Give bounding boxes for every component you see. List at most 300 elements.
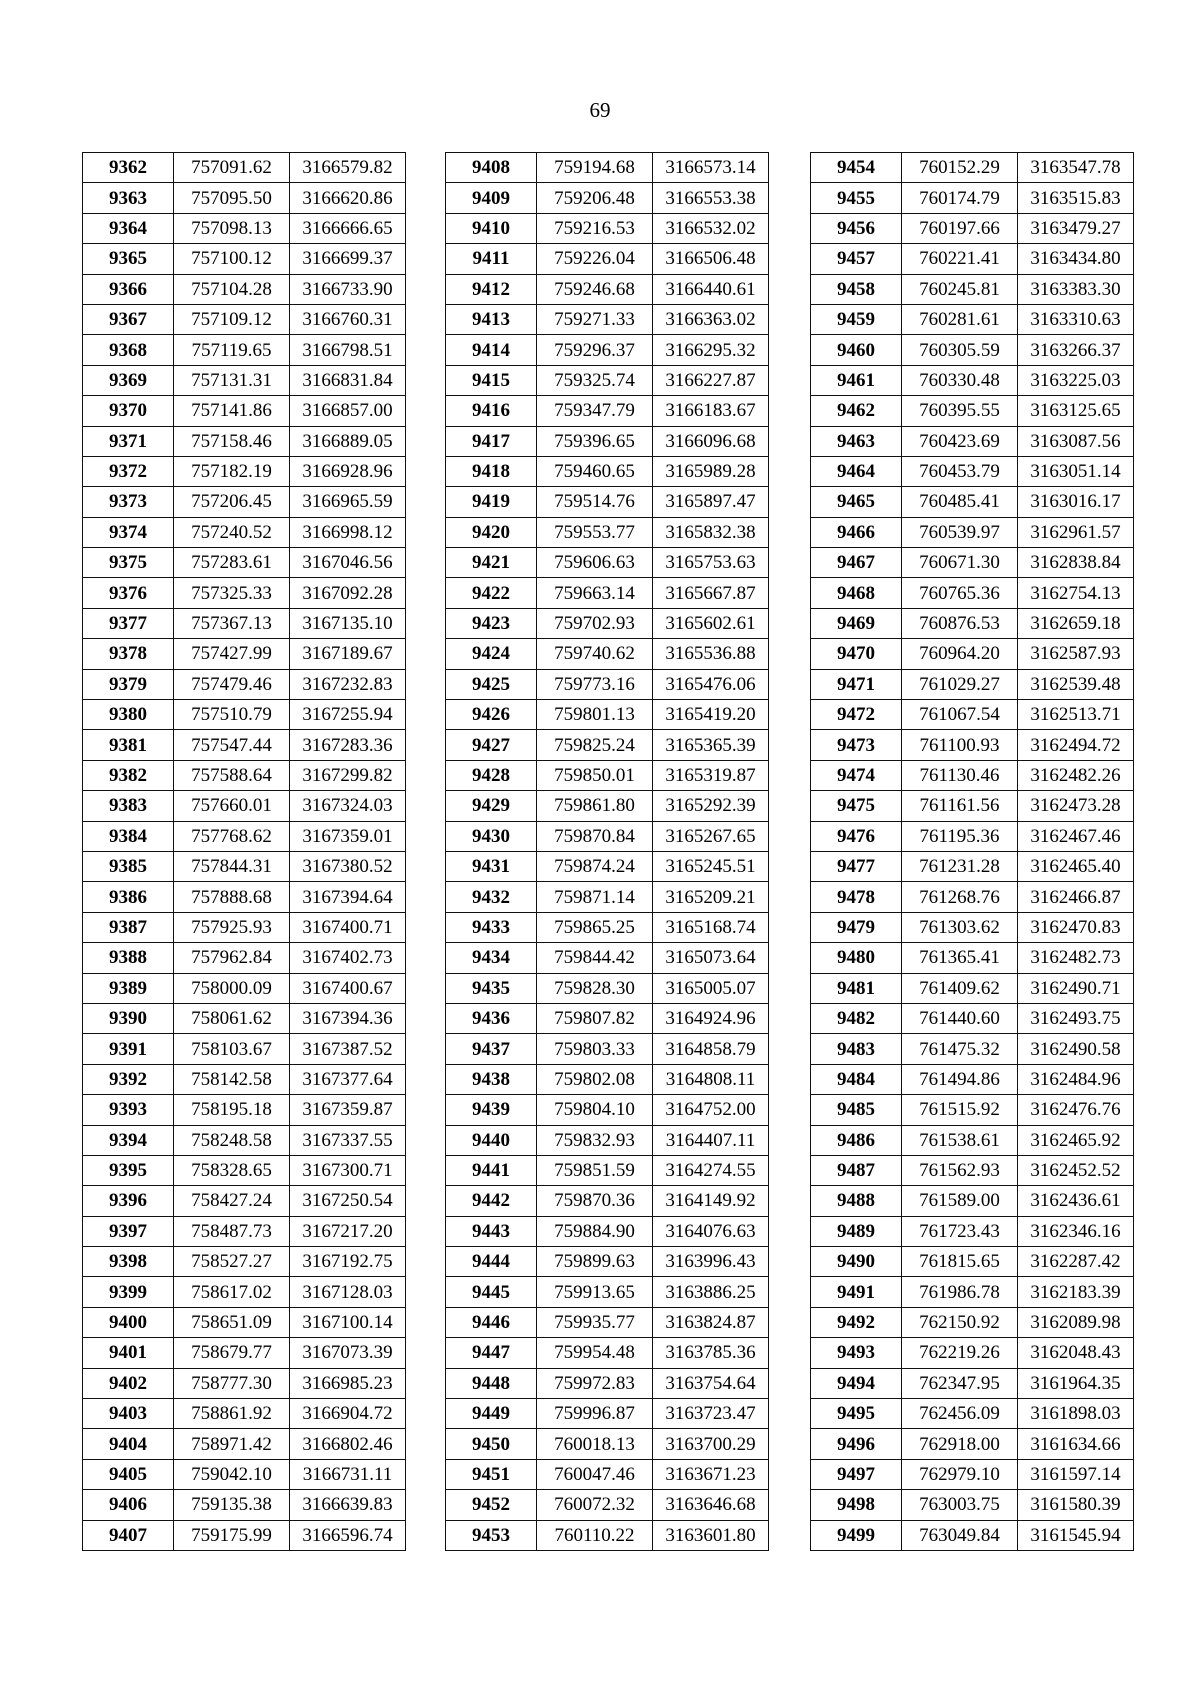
x-coordinate-cell: 757104.28 bbox=[174, 274, 290, 304]
y-coordinate-cell: 3162482.26 bbox=[1018, 760, 1134, 790]
y-coordinate-cell: 3166998.12 bbox=[290, 517, 406, 547]
table-row bbox=[446, 274, 769, 304]
y-coordinate-cell: 3167192.75 bbox=[290, 1247, 406, 1277]
x-coordinate-cell: 757510.79 bbox=[174, 700, 290, 730]
table-row bbox=[83, 1399, 406, 1429]
x-coordinate-cell: 759347.79 bbox=[537, 396, 653, 426]
x-coordinate-cell: 758971.42 bbox=[174, 1429, 290, 1459]
table-row bbox=[811, 1520, 1134, 1550]
y-coordinate-cell: 3165168.74 bbox=[653, 912, 769, 942]
y-coordinate-cell: 3167394.64 bbox=[290, 882, 406, 912]
point-number-cell: 9494 bbox=[811, 1368, 902, 1398]
y-coordinate-cell: 3162436.61 bbox=[1018, 1186, 1134, 1216]
point-number-cell: 9445 bbox=[446, 1277, 537, 1307]
coordinates-table-1 bbox=[82, 152, 406, 1551]
y-coordinate-cell: 3166573.14 bbox=[653, 153, 769, 183]
y-coordinate-cell: 3167255.94 bbox=[290, 700, 406, 730]
table-row bbox=[83, 1429, 406, 1459]
x-coordinate-cell: 760964.20 bbox=[902, 639, 1018, 669]
table-row bbox=[446, 365, 769, 395]
table-row bbox=[83, 973, 406, 1003]
y-coordinate-cell: 3167394.36 bbox=[290, 1003, 406, 1033]
x-coordinate-cell: 762918.00 bbox=[902, 1429, 1018, 1459]
x-coordinate-cell: 762150.92 bbox=[902, 1307, 1018, 1337]
y-coordinate-cell: 3167359.87 bbox=[290, 1095, 406, 1125]
y-coordinate-cell: 3163754.64 bbox=[653, 1368, 769, 1398]
point-number-cell: 9497 bbox=[811, 1459, 902, 1489]
x-coordinate-cell: 761130.46 bbox=[902, 760, 1018, 790]
table-row bbox=[811, 548, 1134, 578]
x-coordinate-cell: 759913.65 bbox=[537, 1277, 653, 1307]
table-row bbox=[83, 456, 406, 486]
point-number-cell: 9427 bbox=[446, 730, 537, 760]
y-coordinate-cell: 3162452.52 bbox=[1018, 1155, 1134, 1185]
x-coordinate-cell: 759740.62 bbox=[537, 639, 653, 669]
x-coordinate-cell: 759042.10 bbox=[174, 1459, 290, 1489]
x-coordinate-cell: 760197.66 bbox=[902, 213, 1018, 243]
x-coordinate-cell: 758777.30 bbox=[174, 1368, 290, 1398]
point-number-cell: 9384 bbox=[83, 821, 174, 851]
point-number-cell: 9495 bbox=[811, 1399, 902, 1429]
point-number-cell: 9412 bbox=[446, 274, 537, 304]
point-number-cell: 9451 bbox=[446, 1459, 537, 1489]
point-number-cell: 9443 bbox=[446, 1216, 537, 1246]
table-row bbox=[446, 213, 769, 243]
x-coordinate-cell: 757325.33 bbox=[174, 578, 290, 608]
table-row bbox=[811, 1307, 1134, 1337]
x-coordinate-cell: 757141.86 bbox=[174, 396, 290, 426]
x-coordinate-cell: 759851.59 bbox=[537, 1155, 653, 1185]
y-coordinate-cell: 3166096.68 bbox=[653, 426, 769, 456]
x-coordinate-cell: 758527.27 bbox=[174, 1247, 290, 1277]
y-coordinate-cell: 3165989.28 bbox=[653, 456, 769, 486]
x-coordinate-cell: 757158.46 bbox=[174, 426, 290, 456]
y-coordinate-cell: 3167359.01 bbox=[290, 821, 406, 851]
y-coordinate-cell: 3165267.65 bbox=[653, 821, 769, 851]
point-number-cell: 9410 bbox=[446, 213, 537, 243]
x-coordinate-cell: 757091.62 bbox=[174, 153, 290, 183]
x-coordinate-cell: 757888.68 bbox=[174, 882, 290, 912]
point-number-cell: 9429 bbox=[446, 791, 537, 821]
table-row bbox=[83, 851, 406, 881]
y-coordinate-cell: 3166699.37 bbox=[290, 244, 406, 274]
point-number-cell: 9400 bbox=[83, 1307, 174, 1337]
point-number-cell: 9447 bbox=[446, 1338, 537, 1368]
y-coordinate-cell: 3163547.78 bbox=[1018, 153, 1134, 183]
x-coordinate-cell: 760330.48 bbox=[902, 365, 1018, 395]
x-coordinate-cell: 763003.75 bbox=[902, 1490, 1018, 1520]
x-coordinate-cell: 760539.97 bbox=[902, 517, 1018, 547]
point-number-cell: 9458 bbox=[811, 274, 902, 304]
point-number-cell: 9439 bbox=[446, 1095, 537, 1125]
point-number-cell: 9392 bbox=[83, 1064, 174, 1094]
y-coordinate-cell: 3162484.96 bbox=[1018, 1064, 1134, 1094]
y-coordinate-cell: 3164274.55 bbox=[653, 1155, 769, 1185]
y-coordinate-cell: 3167128.03 bbox=[290, 1277, 406, 1307]
x-coordinate-cell: 761440.60 bbox=[902, 1003, 1018, 1033]
y-coordinate-cell: 3162346.16 bbox=[1018, 1216, 1134, 1246]
coordinates-table-2 bbox=[445, 152, 769, 1551]
y-coordinate-cell: 3166440.61 bbox=[653, 274, 769, 304]
point-number-cell: 9382 bbox=[83, 760, 174, 790]
x-coordinate-cell: 760305.59 bbox=[902, 335, 1018, 365]
point-number-cell: 9416 bbox=[446, 396, 537, 426]
y-coordinate-cell: 3162482.73 bbox=[1018, 943, 1134, 973]
x-coordinate-cell: 760110.22 bbox=[537, 1520, 653, 1550]
y-coordinate-cell: 3163723.47 bbox=[653, 1399, 769, 1429]
point-number-cell: 9454 bbox=[811, 153, 902, 183]
x-coordinate-cell: 757962.84 bbox=[174, 943, 290, 973]
table-row bbox=[811, 1095, 1134, 1125]
point-number-cell: 9370 bbox=[83, 396, 174, 426]
y-coordinate-cell: 3167400.71 bbox=[290, 912, 406, 942]
y-coordinate-cell: 3162838.84 bbox=[1018, 548, 1134, 578]
table-row bbox=[446, 1368, 769, 1398]
x-coordinate-cell: 759935.77 bbox=[537, 1307, 653, 1337]
point-number-cell: 9482 bbox=[811, 1003, 902, 1033]
point-number-cell: 9394 bbox=[83, 1125, 174, 1155]
x-coordinate-cell: 759844.42 bbox=[537, 943, 653, 973]
x-coordinate-cell: 759702.93 bbox=[537, 608, 653, 638]
point-number-cell: 9426 bbox=[446, 700, 537, 730]
point-number-cell: 9406 bbox=[83, 1490, 174, 1520]
y-coordinate-cell: 3167402.73 bbox=[290, 943, 406, 973]
x-coordinate-cell: 761029.27 bbox=[902, 669, 1018, 699]
table-row bbox=[811, 669, 1134, 699]
point-number-cell: 9369 bbox=[83, 365, 174, 395]
table-row bbox=[446, 1216, 769, 1246]
table-row bbox=[446, 1399, 769, 1429]
table-row bbox=[83, 700, 406, 730]
point-number-cell: 9428 bbox=[446, 760, 537, 790]
table-row bbox=[811, 426, 1134, 456]
table-row bbox=[83, 1459, 406, 1489]
y-coordinate-cell: 3166985.23 bbox=[290, 1368, 406, 1398]
y-coordinate-cell: 3167283.36 bbox=[290, 730, 406, 760]
point-number-cell: 9437 bbox=[446, 1034, 537, 1064]
point-number-cell: 9434 bbox=[446, 943, 537, 973]
table-row bbox=[446, 1277, 769, 1307]
table-row bbox=[446, 730, 769, 760]
point-number-cell: 9373 bbox=[83, 487, 174, 517]
y-coordinate-cell: 3166889.05 bbox=[290, 426, 406, 456]
table-row bbox=[446, 791, 769, 821]
y-coordinate-cell: 3167387.52 bbox=[290, 1034, 406, 1064]
y-coordinate-cell: 3166596.74 bbox=[290, 1520, 406, 1550]
y-coordinate-cell: 3166666.65 bbox=[290, 213, 406, 243]
point-number-cell: 9488 bbox=[811, 1186, 902, 1216]
table-row bbox=[83, 1003, 406, 1033]
table-row bbox=[83, 912, 406, 942]
x-coordinate-cell: 760281.61 bbox=[902, 304, 1018, 334]
point-number-cell: 9383 bbox=[83, 791, 174, 821]
table-row bbox=[83, 578, 406, 608]
y-coordinate-cell: 3163051.14 bbox=[1018, 456, 1134, 486]
x-coordinate-cell: 758061.62 bbox=[174, 1003, 290, 1033]
table-row bbox=[446, 1338, 769, 1368]
x-coordinate-cell: 759874.24 bbox=[537, 851, 653, 881]
x-coordinate-cell: 760018.13 bbox=[537, 1429, 653, 1459]
point-number-cell: 9456 bbox=[811, 213, 902, 243]
point-number-cell: 9464 bbox=[811, 456, 902, 486]
point-number-cell: 9398 bbox=[83, 1247, 174, 1277]
coordinates-table-3 bbox=[810, 152, 1134, 1551]
y-coordinate-cell: 3161964.35 bbox=[1018, 1368, 1134, 1398]
point-number-cell: 9420 bbox=[446, 517, 537, 547]
y-coordinate-cell: 3163700.29 bbox=[653, 1429, 769, 1459]
table-row bbox=[83, 1186, 406, 1216]
point-number-cell: 9484 bbox=[811, 1064, 902, 1094]
y-coordinate-cell: 3166965.59 bbox=[290, 487, 406, 517]
x-coordinate-cell: 759996.87 bbox=[537, 1399, 653, 1429]
table-row bbox=[811, 183, 1134, 213]
point-number-cell: 9425 bbox=[446, 669, 537, 699]
point-number-cell: 9374 bbox=[83, 517, 174, 547]
point-number-cell: 9438 bbox=[446, 1064, 537, 1094]
x-coordinate-cell: 757768.62 bbox=[174, 821, 290, 851]
x-coordinate-cell: 757925.93 bbox=[174, 912, 290, 942]
table-row bbox=[811, 153, 1134, 183]
point-number-cell: 9407 bbox=[83, 1520, 174, 1550]
x-coordinate-cell: 759553.77 bbox=[537, 517, 653, 547]
x-coordinate-cell: 759396.65 bbox=[537, 426, 653, 456]
y-coordinate-cell: 3167073.39 bbox=[290, 1338, 406, 1368]
point-number-cell: 9376 bbox=[83, 578, 174, 608]
point-number-cell: 9452 bbox=[446, 1490, 537, 1520]
y-coordinate-cell: 3167135.10 bbox=[290, 608, 406, 638]
x-coordinate-cell: 757109.12 bbox=[174, 304, 290, 334]
point-number-cell: 9424 bbox=[446, 639, 537, 669]
point-number-cell: 9461 bbox=[811, 365, 902, 395]
y-coordinate-cell: 3165292.39 bbox=[653, 791, 769, 821]
y-coordinate-cell: 3166857.00 bbox=[290, 396, 406, 426]
table-row bbox=[446, 487, 769, 517]
y-coordinate-cell: 3161634.66 bbox=[1018, 1429, 1134, 1459]
point-number-cell: 9419 bbox=[446, 487, 537, 517]
table-row bbox=[446, 183, 769, 213]
y-coordinate-cell: 3166639.83 bbox=[290, 1490, 406, 1520]
point-number-cell: 9463 bbox=[811, 426, 902, 456]
y-coordinate-cell: 3166183.67 bbox=[653, 396, 769, 426]
point-number-cell: 9462 bbox=[811, 396, 902, 426]
x-coordinate-cell: 760671.30 bbox=[902, 548, 1018, 578]
table-row bbox=[446, 760, 769, 790]
table-row bbox=[83, 1277, 406, 1307]
y-coordinate-cell: 3164858.79 bbox=[653, 1034, 769, 1064]
point-number-cell: 9404 bbox=[83, 1429, 174, 1459]
table-row bbox=[811, 578, 1134, 608]
x-coordinate-cell: 758195.18 bbox=[174, 1095, 290, 1125]
y-coordinate-cell: 3163785.36 bbox=[653, 1338, 769, 1368]
table-row bbox=[83, 669, 406, 699]
point-number-cell: 9446 bbox=[446, 1307, 537, 1337]
table-row bbox=[811, 791, 1134, 821]
table-row bbox=[83, 365, 406, 395]
y-coordinate-cell: 3167377.64 bbox=[290, 1064, 406, 1094]
x-coordinate-cell: 759175.99 bbox=[174, 1520, 290, 1550]
x-coordinate-cell: 759246.68 bbox=[537, 274, 653, 304]
y-coordinate-cell: 3167337.55 bbox=[290, 1125, 406, 1155]
table-row bbox=[83, 426, 406, 456]
point-number-cell: 9450 bbox=[446, 1429, 537, 1459]
table-row bbox=[83, 396, 406, 426]
y-coordinate-cell: 3167299.82 bbox=[290, 760, 406, 790]
y-coordinate-cell: 3162466.87 bbox=[1018, 882, 1134, 912]
point-number-cell: 9378 bbox=[83, 639, 174, 669]
point-number-cell: 9377 bbox=[83, 608, 174, 638]
x-coordinate-cell: 759801.13 bbox=[537, 700, 653, 730]
x-coordinate-cell: 758487.73 bbox=[174, 1216, 290, 1246]
x-coordinate-cell: 759802.08 bbox=[537, 1064, 653, 1094]
x-coordinate-cell: 761494.86 bbox=[902, 1064, 1018, 1094]
point-number-cell: 9492 bbox=[811, 1307, 902, 1337]
y-coordinate-cell: 3162089.98 bbox=[1018, 1307, 1134, 1337]
y-coordinate-cell: 3163646.68 bbox=[653, 1490, 769, 1520]
y-coordinate-cell: 3166506.48 bbox=[653, 244, 769, 274]
point-number-cell: 9362 bbox=[83, 153, 174, 183]
y-coordinate-cell: 3162961.57 bbox=[1018, 517, 1134, 547]
point-number-cell: 9468 bbox=[811, 578, 902, 608]
table-row bbox=[83, 1034, 406, 1064]
table-row bbox=[446, 1459, 769, 1489]
y-coordinate-cell: 3166295.32 bbox=[653, 335, 769, 365]
x-coordinate-cell: 759870.36 bbox=[537, 1186, 653, 1216]
y-coordinate-cell: 3165536.88 bbox=[653, 639, 769, 669]
page-number: 69 bbox=[589, 98, 611, 122]
y-coordinate-cell: 3167092.28 bbox=[290, 578, 406, 608]
x-coordinate-cell: 759825.24 bbox=[537, 730, 653, 760]
table-row bbox=[446, 1520, 769, 1550]
point-number-cell: 9413 bbox=[446, 304, 537, 334]
y-coordinate-cell: 3166532.02 bbox=[653, 213, 769, 243]
y-coordinate-cell: 3162476.76 bbox=[1018, 1095, 1134, 1125]
y-coordinate-cell: 3167400.67 bbox=[290, 973, 406, 1003]
point-number-cell: 9471 bbox=[811, 669, 902, 699]
table-row bbox=[811, 973, 1134, 1003]
point-number-cell: 9415 bbox=[446, 365, 537, 395]
x-coordinate-cell: 759861.80 bbox=[537, 791, 653, 821]
y-coordinate-cell: 3167324.03 bbox=[290, 791, 406, 821]
table-row bbox=[811, 1429, 1134, 1459]
table-row bbox=[446, 1307, 769, 1337]
x-coordinate-cell: 761538.61 bbox=[902, 1125, 1018, 1155]
y-coordinate-cell: 3167250.54 bbox=[290, 1186, 406, 1216]
point-number-cell: 9499 bbox=[811, 1520, 902, 1550]
y-coordinate-cell: 3162539.48 bbox=[1018, 669, 1134, 699]
x-coordinate-cell: 761100.93 bbox=[902, 730, 1018, 760]
table-row bbox=[83, 304, 406, 334]
table-row bbox=[811, 1125, 1134, 1155]
point-number-cell: 9385 bbox=[83, 851, 174, 881]
point-number-cell: 9478 bbox=[811, 882, 902, 912]
table-row bbox=[811, 244, 1134, 274]
y-coordinate-cell: 3167232.83 bbox=[290, 669, 406, 699]
x-coordinate-cell: 757479.46 bbox=[174, 669, 290, 699]
point-number-cell: 9486 bbox=[811, 1125, 902, 1155]
y-coordinate-cell: 3167189.67 bbox=[290, 639, 406, 669]
point-number-cell: 9411 bbox=[446, 244, 537, 274]
point-number-cell: 9465 bbox=[811, 487, 902, 517]
table-row bbox=[446, 973, 769, 1003]
y-coordinate-cell: 3162490.58 bbox=[1018, 1034, 1134, 1064]
x-coordinate-cell: 761161.56 bbox=[902, 791, 1018, 821]
x-coordinate-cell: 761231.28 bbox=[902, 851, 1018, 881]
y-coordinate-cell: 3162473.28 bbox=[1018, 791, 1134, 821]
table-row bbox=[83, 244, 406, 274]
x-coordinate-cell: 759206.48 bbox=[537, 183, 653, 213]
x-coordinate-cell: 758103.67 bbox=[174, 1034, 290, 1064]
y-coordinate-cell: 3162470.83 bbox=[1018, 912, 1134, 942]
table-row bbox=[811, 1034, 1134, 1064]
table-row bbox=[83, 548, 406, 578]
x-coordinate-cell: 759870.84 bbox=[537, 821, 653, 851]
x-coordinate-cell: 761303.62 bbox=[902, 912, 1018, 942]
y-coordinate-cell: 3162659.18 bbox=[1018, 608, 1134, 638]
table-row bbox=[811, 213, 1134, 243]
table-row bbox=[811, 608, 1134, 638]
y-coordinate-cell: 3163434.80 bbox=[1018, 244, 1134, 274]
point-number-cell: 9435 bbox=[446, 973, 537, 1003]
y-coordinate-cell: 3163310.63 bbox=[1018, 304, 1134, 334]
table-row bbox=[446, 1095, 769, 1125]
y-coordinate-cell: 3164149.92 bbox=[653, 1186, 769, 1216]
table-row bbox=[446, 426, 769, 456]
y-coordinate-cell: 3163225.03 bbox=[1018, 365, 1134, 395]
point-number-cell: 9440 bbox=[446, 1125, 537, 1155]
table-row bbox=[811, 517, 1134, 547]
x-coordinate-cell: 758617.02 bbox=[174, 1277, 290, 1307]
y-coordinate-cell: 3164808.11 bbox=[653, 1064, 769, 1094]
point-number-cell: 9423 bbox=[446, 608, 537, 638]
point-number-cell: 9363 bbox=[83, 183, 174, 213]
x-coordinate-cell: 759514.76 bbox=[537, 487, 653, 517]
y-coordinate-cell: 3165319.87 bbox=[653, 760, 769, 790]
table-row bbox=[83, 882, 406, 912]
table-row bbox=[811, 1490, 1134, 1520]
table-row bbox=[83, 608, 406, 638]
y-coordinate-cell: 3165365.39 bbox=[653, 730, 769, 760]
x-coordinate-cell: 758651.09 bbox=[174, 1307, 290, 1337]
table-row bbox=[83, 1216, 406, 1246]
table-row bbox=[83, 487, 406, 517]
y-coordinate-cell: 3164752.00 bbox=[653, 1095, 769, 1125]
x-coordinate-cell: 759807.82 bbox=[537, 1003, 653, 1033]
x-coordinate-cell: 761589.00 bbox=[902, 1186, 1018, 1216]
table-row bbox=[83, 153, 406, 183]
y-coordinate-cell: 3166904.72 bbox=[290, 1399, 406, 1429]
table-row bbox=[446, 943, 769, 973]
point-number-cell: 9474 bbox=[811, 760, 902, 790]
table-row bbox=[446, 1125, 769, 1155]
point-number-cell: 9391 bbox=[83, 1034, 174, 1064]
table-row bbox=[446, 153, 769, 183]
x-coordinate-cell: 760765.36 bbox=[902, 578, 1018, 608]
point-number-cell: 9431 bbox=[446, 851, 537, 881]
point-number-cell: 9372 bbox=[83, 456, 174, 486]
point-number-cell: 9405 bbox=[83, 1459, 174, 1489]
table-row bbox=[811, 639, 1134, 669]
y-coordinate-cell: 3162513.71 bbox=[1018, 700, 1134, 730]
table-row bbox=[811, 1155, 1134, 1185]
y-coordinate-cell: 3163996.43 bbox=[653, 1247, 769, 1277]
y-coordinate-cell: 3166831.84 bbox=[290, 365, 406, 395]
y-coordinate-cell: 3161597.14 bbox=[1018, 1459, 1134, 1489]
y-coordinate-cell: 3161545.94 bbox=[1018, 1520, 1134, 1550]
table-row bbox=[811, 396, 1134, 426]
point-number-cell: 9459 bbox=[811, 304, 902, 334]
x-coordinate-cell: 757206.45 bbox=[174, 487, 290, 517]
x-coordinate-cell: 759972.83 bbox=[537, 1368, 653, 1398]
